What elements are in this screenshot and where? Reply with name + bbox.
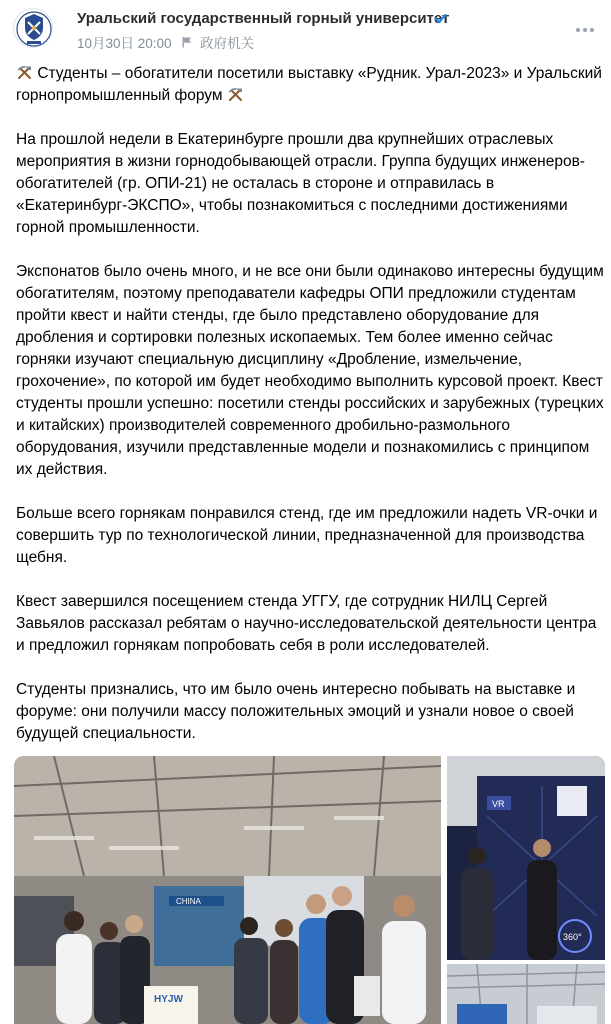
bag-logo-text: HYJW [154,994,183,1005]
post-paragraph: Квест завершился посещением стенда УГГУ, где сотрудник НИЛЦ Сергей Завьялов рассказал ребятам о научно-исследовательской деятельности центра и предложил горнякам попробовать себя в роли исследователей. [16,593,597,654]
post-meta [77,32,254,52]
post-paragraph: Студенты признались, что им было очень интересно побывать на выставке и форуме: они получили массу положительных эмоций и узнали новое о своей будущей специальности. [16,681,576,742]
group-name-link[interactable]: Уральский государственный горный университет [77,10,450,27]
photo-group-at-booth-image [14,756,441,1024]
more-dots-icon[interactable] [573,18,597,42]
post-paragraph: Экспонатов было очень много, и не все они были одинаково интересны будущим обогатителям, поэтому преподаватели кафедры ОПИ предложили студентам пройти квест и найти стенды, где было представлено оборудование для дробления и сортировки полезных ископаемых. Тем более именно сейчас горняки изучают специальную дисциплину «Дробление, измельчение, грохочение», по которой им будет необходимо выполнить курсовой проект. Квест студенты прошли успешно: посетили стенды российских и зарубежных (турецких и китайских) производителей современного дробильно-размольного оборудования, изучили представленные модели и познакомились с принципом их действия. [16,263,604,478]
verified-check-icon [434,12,447,25]
vr-sign-text: VR [492,799,505,809]
post-date-link[interactable]: 10月30日 20:00 [77,36,172,51]
post-header [0,0,611,56]
photo-vr-stand-image [447,756,605,960]
post-title-text: Студенты – обогатители посетили выставку «Рудник. Урал-2023» и Уральский горнопромышленный форум [16,65,602,104]
post-title [16,63,606,107]
photo-exhibition-hall-image [447,964,605,1024]
flag-icon [181,36,193,48]
post-paragraph: На прошлой недели в Екатеринбурге прошли два крупнейших отраслевых мероприятия в жизни горнодобывающей отрасли. Группа будущих инженеров-обогатителей (гр. ОПИ-21) не осталась в стороне и отправилась в «Екатеринбург-ЭКСПО», чтобы познакомиться с последними достижениями горной промышленности. [16,131,585,236]
photo-group-at-booth[interactable] [14,756,441,1024]
vr-badge-text: 360° [563,932,582,942]
group-category: 政府机关 [200,36,255,51]
photo-exhibition-hall[interactable] [447,964,605,1024]
post-paragraph: Больше всего горнякам понравился стенд, где им предложили надеть VR-очки и совершить тур по технологической линии, предназначенной для производства щебня. [16,505,598,566]
hammer-and-pick-icon [16,64,33,81]
photo-gallery [14,756,605,1024]
post-text [16,63,606,767]
booth-sign-text: CHINA [176,897,201,906]
university-emblem-icon [14,9,53,48]
photo-vr-stand[interactable] [447,756,605,960]
group-avatar[interactable] [13,8,53,48]
hammer-and-pick-icon [227,86,244,103]
